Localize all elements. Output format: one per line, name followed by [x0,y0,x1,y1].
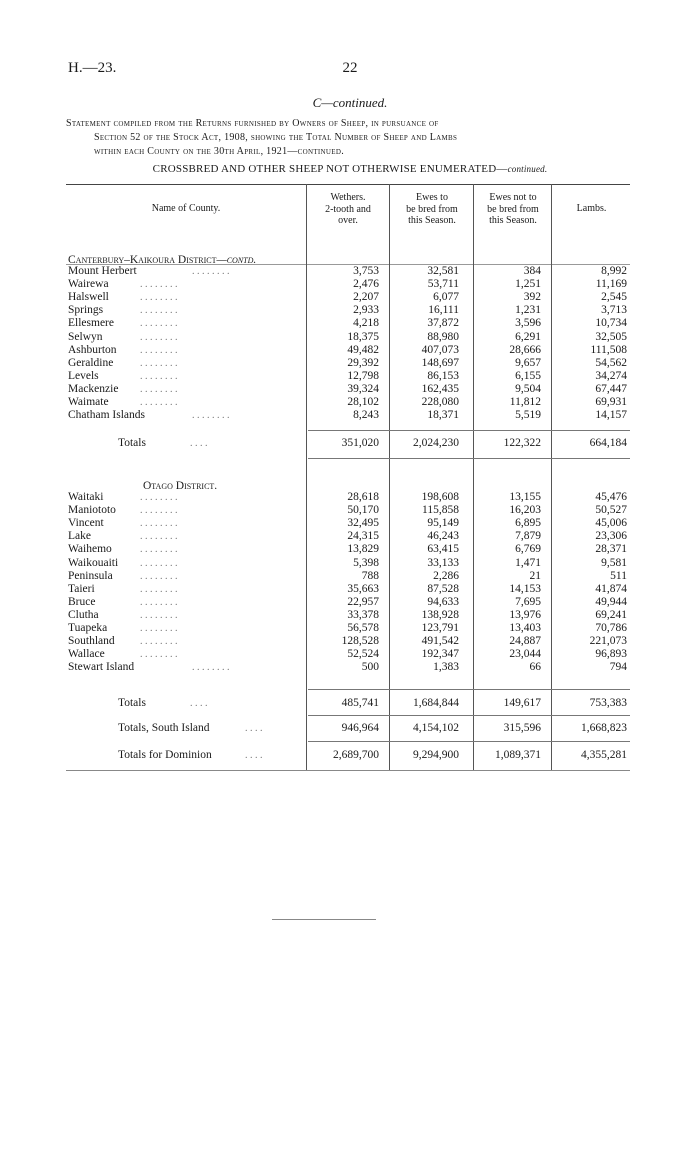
county-name: Chatham Islands [68,409,145,422]
county-name: Halswell [68,291,109,304]
south-island-lambs: 1,668,823 [581,722,627,734]
totals-dots: . . . . [245,723,263,734]
ewes-bred-value: 1,383 [433,661,459,674]
ewes-not-value: 6,291 [515,330,541,343]
county-name: Waikouaiti [68,556,119,569]
col-head-lambs: Lambs. [576,203,607,214]
south-island-ewes-bred: 4,154,102 [413,722,459,734]
wethers-value: 13,829 [347,543,379,556]
ewes-bred-value: 407,073 [421,343,459,356]
ewes-bred-value: 198,608 [421,491,459,503]
wethers-value: 4,218 [353,317,379,330]
south-island-rule [308,715,630,716]
statement-line-3: within each County on the 30th April, 1921—continued. [94,146,344,157]
leader-dots: . . . . . . . . [140,636,178,648]
wethers-value: 24,315 [347,530,379,543]
leader-dots: . . . . . . . . [140,357,178,369]
wethers-value: 28,618 [347,491,379,503]
col-head-wethers-l3: over. [338,215,358,226]
ewes-bred-value: 46,243 [427,530,459,543]
county-row [0,304,700,317]
wethers-value: 28,102 [347,396,379,408]
col-head-name: Name of County. [151,203,221,214]
col-head-ewes-not [475,192,551,227]
ewes-bred-value: 115,858 [422,504,459,517]
canterbury-heading-label: Canterbury–Kaikoura District [68,254,217,266]
table-top-rule [66,184,630,185]
otago-total-ewes-bred: 1,684,844 [413,697,459,709]
wethers-value: 35,663 [347,582,379,595]
col-head-ewes-not-l1: Ewes not to [489,192,537,203]
county-name: Taieri [68,582,95,595]
ewes-not-value: 7,879 [515,530,541,543]
ewes-bred-value: 37,872 [427,317,459,330]
lambs-value: 34,274 [595,369,627,382]
ewes-bred-value: 148,697 [421,356,459,369]
ewes-not-value: 23,044 [509,648,541,661]
leader-dots: . . . . . . . . [140,623,178,634]
dominion-label: Totals for Dominion [118,749,212,761]
lambs-value: 28,371 [595,543,627,556]
lambs-value: 54,562 [595,356,627,369]
wethers-value: 50,170 [347,504,379,517]
table-title-continued: continued. [507,164,548,174]
south-island-wethers: 946,964 [341,722,379,734]
county-row [0,370,700,383]
lambs-value: 45,476 [595,491,627,503]
county-row [0,383,700,396]
leader-dots: . . . . . . . . [140,492,178,503]
canterbury-totals-top-rule [308,430,630,431]
ewes-not-value: 16,203 [509,504,541,517]
county-row [0,265,700,278]
leader-dots: . . . . . . . . [192,266,230,277]
county-name: Mackenzie [68,382,119,395]
ewes-not-value: 21 [529,569,541,582]
county-name: Selwyn [68,330,103,343]
ewes-not-value: 1,231 [515,304,541,317]
otago-total-wethers: 485,741 [341,697,379,709]
county-name: Ellesmere [68,317,114,330]
canterbury-total-wethers: 351,020 [341,437,379,449]
leader-dots: . . . . . . . . [140,649,178,661]
ewes-not-value: 6,895 [515,517,541,530]
ewes-not-value: 28,666 [509,343,541,356]
totals-dots: . . . . [190,698,208,709]
lambs-value: 2,545 [601,291,627,304]
ewes-not-value: 9,657 [515,356,541,369]
dominion-rule [308,741,630,742]
lambs-value: 50,527 [595,504,627,517]
leader-dots: . . . . . . . . [140,570,178,582]
ewes-bred-value: 63,415 [427,543,459,556]
wethers-value: 29,392 [347,356,379,369]
ewes-not-value: 7,695 [515,595,541,608]
lambs-value: 69,931 [595,396,627,408]
col-head-ewes-not-l2: be bred from [487,203,539,215]
totals-dots: . . . . [190,438,208,449]
lambs-value: 45,006 [595,517,627,530]
statement-line-2: Section 52 of the Stock Act, 1908, showing the Total Number of Sheep and Lambs [94,132,458,143]
wethers-value: 56,578 [347,622,379,634]
lambs-value: 32,505 [595,330,627,343]
ewes-not-value: 13,155 [509,491,541,503]
lambs-value: 8,992 [601,265,627,277]
col-head-ewes-bred-l3: this Season. [408,215,456,226]
col-head-wethers-l2: 2-tooth and [325,203,371,215]
leader-dots: . . . . . . . . [140,279,178,291]
lambs-value: 3,713 [601,304,627,317]
dominion-lambs: 4,355,281 [581,749,627,761]
wethers-value: 2,476 [353,278,379,291]
lambs-value: 67,447 [595,382,627,395]
col-head-ewes-bred-l2: be bred from [406,203,458,215]
wethers-value: 2,933 [353,304,379,317]
canterbury-totals-row [0,437,700,450]
county-row [0,291,700,304]
document-reference: H.—23. [68,60,117,76]
leader-dots: . . . . . . . . [140,544,178,556]
leader-dots: . . . . . . . . [140,318,178,330]
south-island-label: Totals, South Island [118,722,210,734]
canterbury-total-lambs: 664,184 [589,437,627,449]
wethers-value: 3,753 [353,265,379,277]
ewes-not-value: 392 [523,291,541,304]
lambs-value: 221,073 [589,635,627,648]
county-row [0,504,700,517]
dominion-totals-row [0,749,700,762]
county-row [0,622,700,635]
county-name: Maniototo [68,504,116,517]
county-name: Peninsula [68,569,113,582]
county-row [0,609,700,622]
lambs-value: 70,786 [595,622,627,634]
canterbury-totals-bottom-rule [308,458,630,459]
leader-dots: . . . . . . . . [140,397,178,408]
county-row [0,396,700,409]
county-name: Vincent [68,517,104,530]
wethers-value: 788 [361,569,379,582]
col-head-ewes-bred [391,192,473,227]
county-row [0,331,700,344]
lambs-value: 10,734 [595,317,627,330]
ewes-bred-value: 33,133 [427,556,459,569]
dominion-wethers: 2,689,700 [333,749,379,761]
col-head-wethers-l1: Wethers. [330,192,366,203]
col-head-ewes-not-l3: this Season. [489,215,537,226]
leader-dots: . . . . . . . . [140,370,178,382]
wethers-value: 2,207 [353,291,379,304]
ewes-bred-value: 86,153 [427,369,459,382]
lambs-value: 23,306 [595,530,627,543]
leader-dots: . . . . . . . . [140,609,178,621]
leader-dots: . . . . . . . . [140,531,178,543]
wethers-value: 39,324 [347,382,379,395]
leader-dots: . . . . . . . . [140,331,178,343]
ewes-bred-value: 32,581 [427,265,459,277]
county-row [0,570,700,583]
ewes-not-value: 6,155 [515,369,541,382]
county-name: Southland [68,635,115,648]
ewes-bred-value: 2,286 [433,569,459,582]
leader-dots: . . . . . . . . [140,305,178,317]
wethers-value: 500 [361,661,379,674]
ewes-bred-value: 53,711 [427,278,459,291]
wethers-value: 49,482 [347,343,379,356]
ewes-bred-value: 123,791 [421,622,459,634]
statement-heading [66,117,636,159]
leader-dots: . . . . . . . . [140,292,178,304]
ewes-bred-value: 491,542 [421,635,459,648]
ewes-not-value: 1,251 [515,278,541,291]
otago-totals-top-rule [308,689,630,690]
wethers-value: 52,524 [347,648,379,661]
ewes-not-value: 9,504 [515,382,541,395]
wethers-value: 33,378 [347,608,379,621]
ewes-not-value: 13,976 [509,608,541,621]
otago-total-lambs: 753,383 [589,697,627,709]
footer-rule [272,919,376,920]
table-title [0,163,700,175]
county-name: Wallace [68,648,105,661]
lambs-value: 96,893 [595,648,627,661]
county-row [0,344,700,357]
ewes-not-value: 11,812 [509,396,541,408]
leader-dots: . . . . . . . . [140,505,178,517]
county-row [0,596,700,609]
county-name: Waimate [68,396,109,408]
lambs-value: 49,944 [595,595,627,608]
lambs-value: 11,169 [595,278,627,291]
lambs-value: 41,874 [595,582,627,595]
ewes-bred-value: 138,928 [421,608,459,621]
canterbury-total-ewes-not: 122,322 [503,437,541,449]
ewes-not-value: 66 [529,661,541,674]
ewes-not-value: 384 [523,265,541,277]
leader-dots: . . . . . . . . [140,557,178,569]
dominion-ewes-not: 1,089,371 [495,749,541,761]
ewes-bred-value: 18,371 [427,409,459,422]
wethers-value: 32,495 [347,517,379,530]
col-head-wethers [308,192,388,227]
county-name: Ashburton [68,343,117,356]
ewes-not-value: 24,887 [509,635,541,648]
otago-heading-text: Otago District. [143,480,218,492]
county-name: Tuapeka [68,622,108,634]
lambs-value: 69,241 [595,608,627,621]
county-row [0,530,700,543]
county-name: Waitaki [68,491,104,503]
table-bottom-rule [66,770,630,771]
leader-dots: . . . . . . . . [140,518,178,530]
ewes-not-value: 14,153 [509,582,541,595]
ewes-not-value: 13,403 [509,622,541,634]
south-island-ewes-not: 315,596 [503,722,541,734]
dominion-ewes-bred: 9,294,900 [413,749,459,761]
lambs-value: 14,157 [595,409,627,422]
county-name: Levels [68,369,99,382]
county-row [0,409,700,422]
county-name: Springs [68,304,104,317]
county-name: Lake [68,530,91,543]
county-row [0,635,700,648]
wethers-value: 12,798 [347,369,379,382]
county-row [0,278,700,291]
leader-dots: . . . . . . . . [140,383,178,395]
ewes-not-value: 6,769 [515,543,541,556]
ewes-bred-value: 87,528 [427,582,459,595]
wethers-value: 128,528 [341,635,379,648]
ewes-bred-value: 94,633 [427,595,459,608]
ewes-bred-value: 95,149 [427,517,459,530]
otago-totals-row [0,697,700,710]
county-row [0,357,700,370]
wethers-value: 22,957 [347,595,379,608]
lambs-value: 794 [609,661,627,674]
otago-total-ewes-not: 149,617 [503,697,541,709]
county-row [0,557,700,570]
section-subtitle: C—continued. [312,95,388,110]
ewes-bred-value: 88,980 [427,330,459,343]
county-name: Bruce [68,595,96,608]
county-row [0,648,700,661]
leader-dots: . . . . . . . . [192,662,230,674]
county-name: Stewart Island [68,661,135,674]
county-row [0,661,700,674]
leader-dots: . . . . . . . . [140,596,178,608]
lambs-value: 9,581 [601,556,627,569]
county-row [0,583,700,596]
wethers-value: 18,375 [347,330,379,343]
leader-dots: . . . . . . . . [140,583,178,595]
county-name: Mount Herbert [68,265,137,277]
county-name: Wairewa [68,278,109,291]
county-name: Waihemo [68,543,112,556]
canterbury-heading-suffix: —contd. [216,254,257,266]
county-name: Geraldine [68,356,114,369]
county-row [0,543,700,556]
totals-label: Totals [118,697,146,709]
lambs-value: 511 [610,569,627,582]
county-row [0,491,700,504]
county-name: Clutha [68,608,99,621]
wethers-value: 8,243 [353,409,379,422]
ewes-not-value: 5,519 [515,409,541,422]
ewes-not-value: 1,471 [515,556,541,569]
wethers-value: 5,398 [353,556,379,569]
south-island-totals-row [0,722,700,735]
county-row [0,517,700,530]
page-number: 22 [342,60,358,76]
county-row [0,317,700,330]
statement-line-1: Statement compiled from the Returns furnished by Owners of Sheep, in pursuance of [66,118,439,129]
leader-dots: . . . . . . . . [140,344,178,356]
canterbury-total-ewes-bred: 2,024,230 [413,437,459,449]
ewes-bred-value: 162,435 [421,382,459,395]
totals-label: Totals [118,437,146,449]
ewes-bred-value: 192,347 [421,648,459,661]
totals-dots: . . . . [245,750,263,761]
ewes-bred-value: 6,077 [433,291,459,304]
ewes-not-value: 3,596 [515,317,541,330]
leader-dots: . . . . . . . . [192,410,230,422]
ewes-bred-value: 228,080 [421,396,459,408]
table-title-main: CROSSBRED AND OTHER SHEEP NOT OTHERWISE ENUMERATED— [152,163,508,175]
col-head-ewes-bred-l1: Ewes to [416,192,448,203]
ewes-bred-value: 16,111 [428,304,459,317]
lambs-value: 111,508 [590,343,627,356]
